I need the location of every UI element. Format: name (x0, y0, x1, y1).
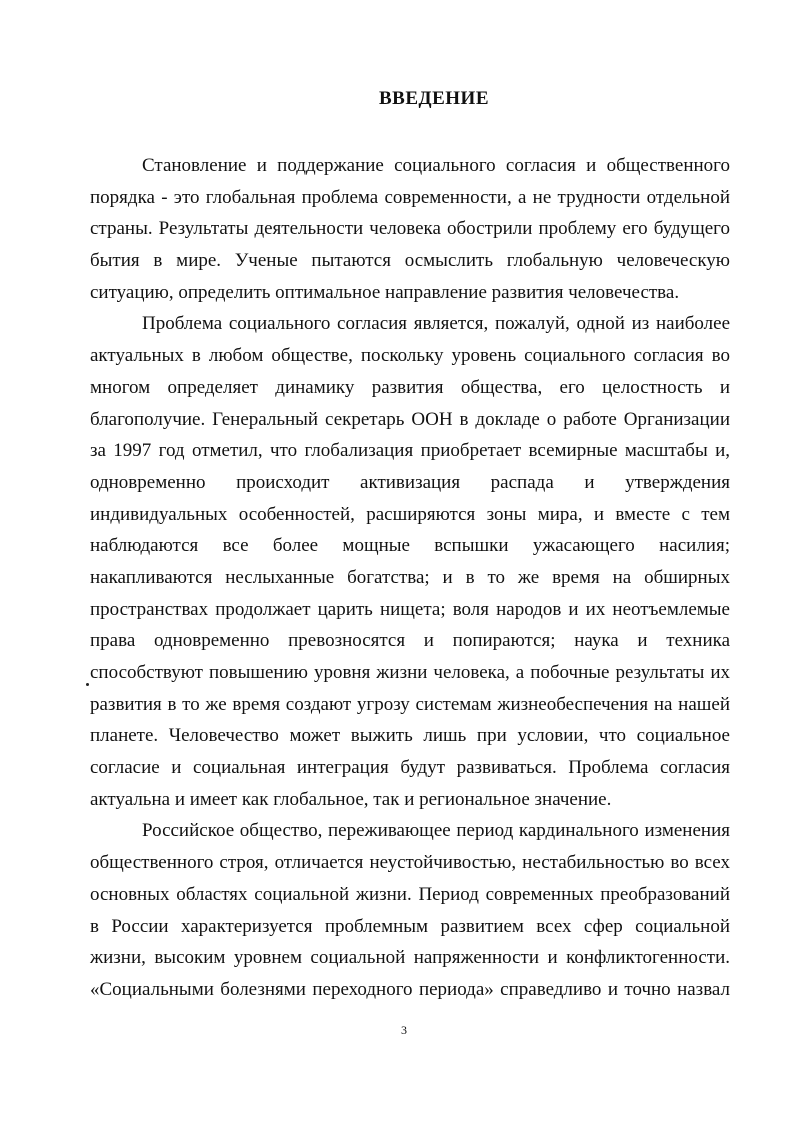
text-line: ситуацию, определить оптимальное направление развития человечества. (90, 281, 680, 303)
text-line: развития в то же время создают угрозу системам жизнеобеспечения на нашей (90, 693, 730, 715)
page-title: ВВЕДЕНИЕ (379, 88, 489, 109)
paragraph-2 (90, 308, 730, 815)
text-line: многом определяет динамику развития общества, его целостность и (90, 376, 730, 398)
text-line: благополучие. Генеральный секретарь ООН в докладе о работе Организации (90, 408, 730, 430)
document-body (90, 150, 730, 1006)
text-line: актуальных в любом обществе, поскольку уровень социального согласия во (90, 345, 730, 367)
text-line: основных областях социальной жизни. Период современных преобразований (90, 883, 730, 905)
text-line: способствуют повышению уровня жизни человека, а побочные результаты их (90, 662, 730, 683)
text-line: индивидуальных особенностей, расширяются зоны мира, и вместе с тем (90, 503, 730, 525)
text-line: жизни, высоким уровнем социальной напряженности и конфликтогенности. (90, 947, 730, 969)
text-line: Проблема социального согласия является, пожалуй, одной из наиболее (142, 313, 730, 335)
text-line: наблюдаются все более мощные вспышки ужасающего насилия; (90, 535, 730, 557)
text-line: за 1997 год отметил, что глобализация приобретает всемирные масштабы и, (90, 440, 730, 462)
paragraph-1 (90, 150, 730, 308)
text-line: пространствах продолжает царить нищета; воля народов и их неотъемлемые (90, 598, 730, 620)
text-line: бытия в мире. Ученые пытаются осмыслить глобальную человеческую (90, 250, 730, 272)
text-line: «Социальными болезнями переходного периода» справедливо и точно назвал (90, 978, 730, 1000)
text-line: Российское общество, переживающее период кардинального изменения (142, 820, 730, 842)
scan-speck (86, 683, 89, 686)
text-line: одновременно происходит активизация распада и утверждения (90, 471, 730, 493)
page-number: 3 (401, 1023, 407, 1037)
text-line: актуальна и имеет как глобальное, так и региональное значение. (90, 788, 612, 810)
text-line: страны. Результаты деятельности человека обострили проблему его будущего (90, 218, 730, 240)
text-line: накапливаются неслыханные богатства; и в то же время на обширных (90, 566, 730, 588)
paragraph-3 (90, 815, 730, 1005)
text-line: в России характеризуется проблемным развитием всех сфер социальной (90, 915, 730, 937)
text-line: порядка - это глобальная проблема современности, а не трудности отдельной (90, 186, 730, 208)
text-line: общественного строя, отличается неустойчивостью, нестабильностью во всех (90, 852, 730, 874)
text-line: Становление и поддержание социального согласия и общественного (142, 155, 730, 176)
text-line: права одновременно превозносятся и попираются; наука и техника (90, 630, 730, 652)
text-line: планете. Человечество может выжить лишь при условии, что социальное (90, 725, 730, 747)
text-line: согласие и социальная интеграция будут развиваться. Проблема согласия (90, 757, 730, 779)
